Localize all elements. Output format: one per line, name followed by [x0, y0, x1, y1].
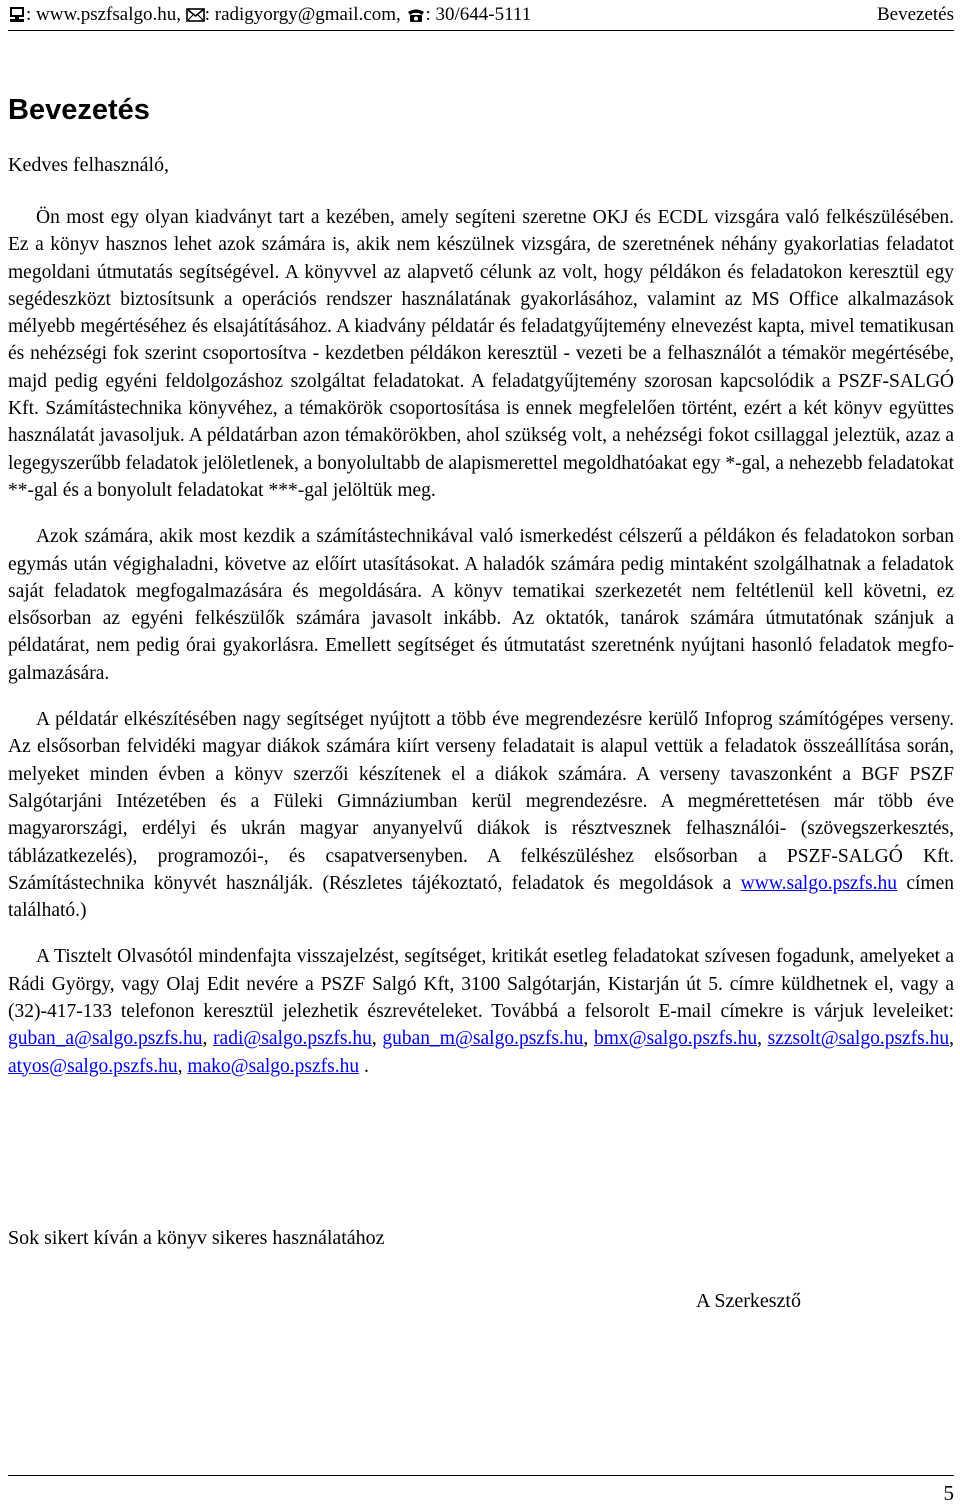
page-number: 5	[943, 1481, 954, 1505]
email-link[interactable]: atyos@salgo.pszfs.hu	[8, 1055, 178, 1077]
body-text	[8, 204, 954, 1099]
paragraph-1: Ön most egy olyan kiadványt tart a kezében, amely segíteni szeretne OKJ és ECDL vizsgára való felkészülésében. Ez a könyv hasznos lehet azok számára is, akik nem készülnek vizsgára, de szeretnének néhány gyakorlatias feladatot megoldani útmutatás segítségével. A könyvvel az alapvető célunk az volt, hogy példákon és feladatokon keresztül egy segédeszközt biztosítsunk a operációs rendszer használatának gyakorlásához, valamint az MS Office alkalmazások mélyebb megértéséhez és elsajátításához. A kiadvány példatár és feladatgyűjtemény elnevezést kapta, mivel tematikusan és nehézségi fok szerint csoportosítva - kezdetben példákon keresztül - vezeti be a felhasználót a témakör megértésébe, majd pedig egyéni feldolgozáshoz szolgáltat feladatokat. A feladatgyűjtemény szorosan kapcsolódik a PSZF-SALGÓ Kft. Számítástechnika könyvéhez, a témakörök csoportosítása is ennek megfelelően történt, ezért a két könyv együttes használatát javasoljuk. A példatárban azon témakörökben, ahol szükség volt, a nehézségi fokot csillaggal jeleztük, azaz a legegyszerűbb feladatok jelöletlenek, a bonyolultabb de alapismerettel megoldhatóakat egy *-gal, a nehezebb feladatokat **-gal és a bonyolult feladatokat ***-gal jelöltük meg.	[8, 207, 954, 501]
email-separator: ,	[177, 1055, 188, 1077]
signature: A Szerkesztő	[696, 1290, 801, 1312]
header-section-title: Bevezetés	[876, 4, 954, 25]
paragraph-4-text: A Tisztelt Olvasótól mindenfajta visszajelzést, segítséget, kritikát esetleg feladatokat szívesen fogadunk, amelyeket a Rádi György, vagy Olaj Edit nevére a PSZF Salgó Kft, 3100 Salgótarján, Kistarján út 5. címre küldhetnek el, vagy a (32)-417-133 telefonon keresztül jelezhetik észrevételeket. Továbbá a felsorolt E-mail címekre is várjuk leveleiket:	[8, 946, 954, 1023]
mail-icon	[186, 7, 205, 23]
email-link[interactable]: szzsolt@salgo.pszfs.hu	[767, 1028, 950, 1050]
email-separator: ,	[757, 1028, 768, 1050]
email-link[interactable]: guban_m@salgo.pszfs.hu	[382, 1028, 584, 1050]
phone-icon	[406, 7, 426, 23]
email-separator: ,	[202, 1028, 214, 1050]
header-contact	[8, 2, 531, 28]
header-rule	[8, 30, 954, 31]
website-link[interactable]: www.salgo.pszfs.hu	[740, 872, 898, 894]
header-email: : radigyorgy@gmail.com,	[204, 4, 401, 25]
email-separator: ,	[949, 1028, 955, 1050]
paragraph-2: Azok számára, akik most kezdik a számítástechnikával való ismerkedést célszerű a példákon és feladatokon sorban egymás után végighaladni, követve az előírt utasításokat. A haladók számára pedig mintaként szolgálhatnak a feladatok saját feladatok megfogalmazására és megoldására. A könyv tematikai szerkezetét nem feltétlenül kell követni, ez elsősorban az egyéni felkészülők számára javasolt inkább. Az oktatók, tanárok számára útmutatónak szánjuk a példatárat, nem pedig órai gyakorlásra. Emellett segítséget és útmutatást szeretnénk nyújtani hasonló feladatok megfogalmazására.	[8, 526, 954, 684]
email-separator: ,	[583, 1028, 594, 1050]
paragraph-4-end: .	[359, 1055, 369, 1077]
email-link[interactable]: radi@salgo.pszfs.hu	[213, 1028, 372, 1050]
email-separator: ,	[371, 1028, 383, 1050]
email-link[interactable]: guban_a@salgo.pszfs.hu	[8, 1028, 203, 1050]
paragraph-3-tail: címen található.)	[8, 872, 954, 922]
email-link[interactable]: mako@salgo.pszfs.hu	[187, 1055, 360, 1077]
paragraph-3	[8, 706, 954, 924]
computer-icon	[8, 6, 26, 23]
header-phone: : 30/644-5111	[425, 4, 532, 25]
sign-off: Sok sikert kíván a könyv sikeres használatához	[8, 1227, 385, 1249]
email-link[interactable]: bmx@salgo.pszfs.hu	[593, 1028, 758, 1050]
header-website: : www.pszfsalgo.hu,	[26, 4, 181, 25]
footer-rule	[8, 1475, 954, 1476]
page-title: Bevezetés	[8, 94, 150, 126]
page-header	[8, 2, 954, 28]
greeting: Kedves felhasználó,	[8, 154, 170, 176]
paragraph-3-text: A példatár elkészítésében nagy segítséget nyújtott a több éve megrendezésre kerülő Infoprog számítógépes verseny. Az elsősorban felvidéki magyar diákok számára kiírt verseny feladatait is alapul vettük a feladatok összeállítása során, melyeket minden évben a könyv szerzői készítenek el a diákok számára. A verseny tavaszonként a BGF PSZF Salgótarjáni Intézetében és a Füleki Gimnáziumban kerül megrendezésre. A megmérettetésen már több éve magyarországi, erdélyi és ukrán magyar anyanyelvű diákok is résztvesznek felhasználói- (szövegszerkesztés, táblázatkezelés), programozói-, és csapatversenyben. A felkészüléshez elsősorban a PSZF-SALGÓ Kft. Számítástechnika könyvét használják. (Részletes tájékoztató, feladatok és megoldások a	[8, 709, 954, 894]
paragraph-4	[8, 943, 954, 1079]
